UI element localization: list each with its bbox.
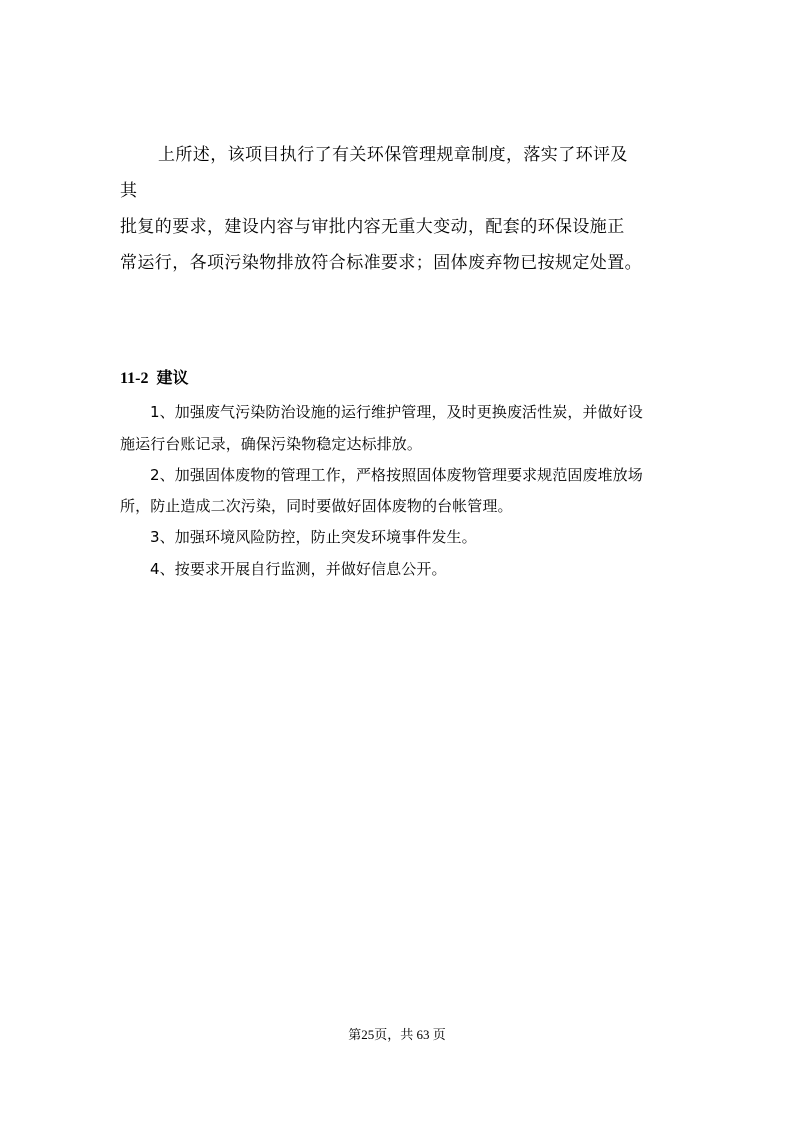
conclusion-line: 其	[120, 181, 138, 201]
page-footer	[0, 1027, 794, 1043]
suggestion-line: 4、按要求开展自行监测，并做好信息公开。	[150, 560, 447, 578]
suggestion-line: 3、加强环境风险防控，防止突发环境事件发生。	[150, 528, 477, 546]
page-number: 第25页，共 63 页	[348, 1027, 446, 1042]
suggestion-line: 2、加强固体废物的管理工作，严格按照固体废物管理要求规范固废堆放场	[150, 466, 643, 484]
conclusion-line: 常运行，各项污染物排放符合标准要求；固体废弃物已按规定处置。	[120, 253, 642, 273]
section-number: 11-2	[120, 370, 149, 387]
suggestion-line: 施运行台账记录，确保污染物稳定达标排放。	[120, 435, 423, 453]
suggestion-line: 所，防止造成二次污染，同时要做好固体废物的台帐管理。	[120, 497, 513, 515]
section-heading	[120, 368, 188, 389]
conclusion-line: 批复的要求，建设内容与审批内容无重大变动，配套的环保设施正	[120, 217, 625, 237]
conclusion-line: 上所述，该项目执行了有关环保管理规章制度，落实了环评及	[158, 145, 628, 165]
section-title: 建议	[156, 368, 189, 387]
suggestion-line: 1、加强废气污染防治设施的运行维护管理，及时更换废活性炭，并做好设	[150, 403, 643, 421]
